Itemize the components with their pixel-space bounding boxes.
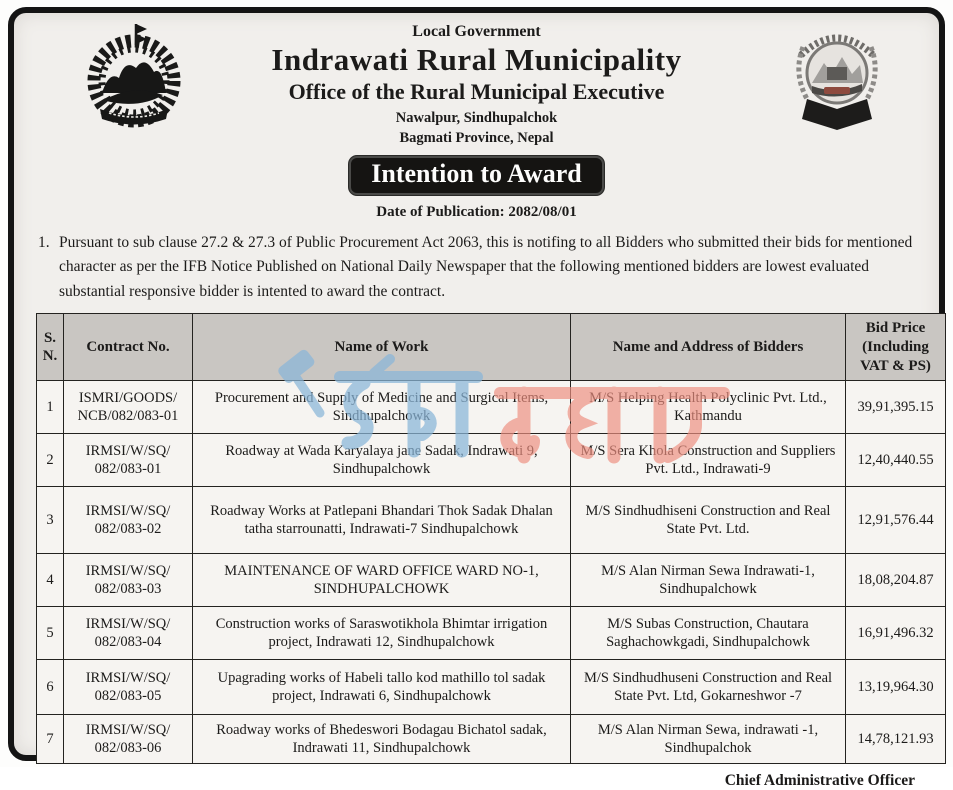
cell-contract-no: IRMSI/W/SQ/ 082/083-02 (64, 487, 193, 554)
cell-contract-no: IRMSI/W/SQ/ 082/083-05 (64, 660, 193, 715)
cell-sn: 6 (37, 660, 64, 715)
cell-contract-no: IRMSI/W/SQ/ 082/083-03 (64, 554, 193, 607)
cell-price: 14,78,121.93 (846, 715, 946, 764)
cell-sn: 2 (37, 434, 64, 487)
cell-bidder: M/S Subas Construction, Chautara Saghachowkgadi, Sindhupalchowk (571, 607, 846, 660)
cell-sn: 1 (37, 381, 64, 434)
notice-document (8, 7, 945, 790)
cell-bidder: M/S Sindhudhiseni Construction and Real State Pvt. Ltd. (571, 487, 846, 554)
table-row (37, 381, 946, 434)
address-line-2: Bagmati Province, Nepal (399, 130, 554, 146)
award-table (36, 313, 946, 764)
table-row (37, 487, 946, 554)
table-row (37, 607, 946, 660)
col-header-name-of-work: Name of Work (193, 314, 571, 381)
cell-sn: 7 (37, 715, 64, 764)
table-row (37, 715, 946, 764)
cell-work: Roadway at Wada Karyalaya jane Sadak, Indrawati 9, Sindhupalchowk (193, 434, 571, 487)
col-header-sn: S. N. (37, 314, 64, 381)
cell-price: 18,08,204.87 (846, 554, 946, 607)
cell-sn: 3 (37, 487, 64, 554)
col-header-bidders: Name and Address of Bidders (571, 314, 846, 381)
cell-bidder: M/S Sindhudhuseni Construction and Real State Pvt. Ltd, Gokarneshwor -7 (571, 660, 846, 715)
cell-price: 12,91,576.44 (846, 487, 946, 554)
cell-sn: 4 (37, 554, 64, 607)
cell-work: MAINTENANCE OF WARD OFFICE WARD NO-1, SINDHUPALCHOWK (193, 554, 571, 607)
table-header-row (37, 314, 946, 381)
cell-contract-no: IRMSI/W/SQ/ 082/083-06 (64, 715, 193, 764)
col-header-bid-price: Bid Price (Including VAT & PS) (846, 314, 946, 381)
notice-paragraph (38, 231, 923, 304)
cell-work: Roadway works of Bhedeswori Bodagau Bichatol sadak, Indrawati 11, Sindhupalchowk (193, 715, 571, 764)
cell-contract-no: IRMSI/W/SQ/ 082/083-04 (64, 607, 193, 660)
cell-contract-no: IRMSI/W/SQ/ 082/083-01 (64, 434, 193, 487)
cell-bidder: M/S Sera Khola Construction and Suppliers Pvt. Ltd., Indrawati-9 (571, 434, 846, 487)
cell-work: Procurement and Supply of Medicine and Surgical Items, Sindhupalchowk (193, 381, 571, 434)
notice-text: Pursuant to sub clause 27.2 & 27.3 of Public Procurement Act 2063, this is notifing to all Bidders who submitted their bids for mentioned character as per the IFB Notice Published on National Daily Newspaper that the following mentioned bidders are lowest evaluated substantial responsive bidder is intented to award the contract. (59, 234, 913, 300)
intention-to-award-banner: Intention to Award (349, 156, 603, 195)
signatory-line: Chief Administrative Officer (724, 772, 915, 790)
cell-work: Roadway Works at Patlepani Bhandari Thok Sadak Dhalan tatha starrounatti, Indrawati-7 Sindhupalchowk (193, 487, 571, 554)
cell-price: 16,91,496.32 (846, 607, 946, 660)
col-header-contract-no: Contract No. (64, 314, 193, 381)
cell-bidder: M/S Helping Health Polyclinic Pvt. Ltd., Kathmandu (571, 381, 846, 434)
cell-price: 13,19,964.30 (846, 660, 946, 715)
cell-bidder: M/S Alan Nirman Sewa, indrawati -1, Sindhupalchok (571, 715, 846, 764)
cell-contract-no: ISMRI/GOODS/ NCB/082/083-01 (64, 381, 193, 434)
cell-bidder: M/S Alan Nirman Sewa Indrawati-1, Sindhupalchowk (571, 554, 846, 607)
nepal-government-emblem-icon (78, 21, 190, 131)
cell-sn: 5 (37, 607, 64, 660)
municipality-title: Indrawati Rural Municipality (271, 42, 682, 77)
notice-number: 1. (38, 234, 50, 251)
cell-price: 39,91,395.15 (846, 381, 946, 434)
table-row (37, 660, 946, 715)
indrawati-municipality-seal-icon (787, 15, 887, 133)
cell-work: Upagrading works of Habeli tallo kod mathillo tol sadak project, Indrawati 6, Sindhupalchowk (193, 660, 571, 715)
table-row (37, 554, 946, 607)
office-subtitle: Office of the Rural Municipal Executive (288, 79, 665, 104)
cell-price: 12,40,440.55 (846, 434, 946, 487)
cell-work: Construction works of Saraswotikhola Bhimtar irrigation project, Indrawati 12, Sindhupalchowk (193, 607, 571, 660)
address-line-1: Nawalpur, Sindhupalchok (395, 110, 558, 126)
publication-date: Date of Publication: 2082/08/01 (376, 204, 577, 220)
table-row (37, 434, 946, 487)
document-header (14, 13, 939, 221)
government-label: Local Government (412, 23, 541, 40)
